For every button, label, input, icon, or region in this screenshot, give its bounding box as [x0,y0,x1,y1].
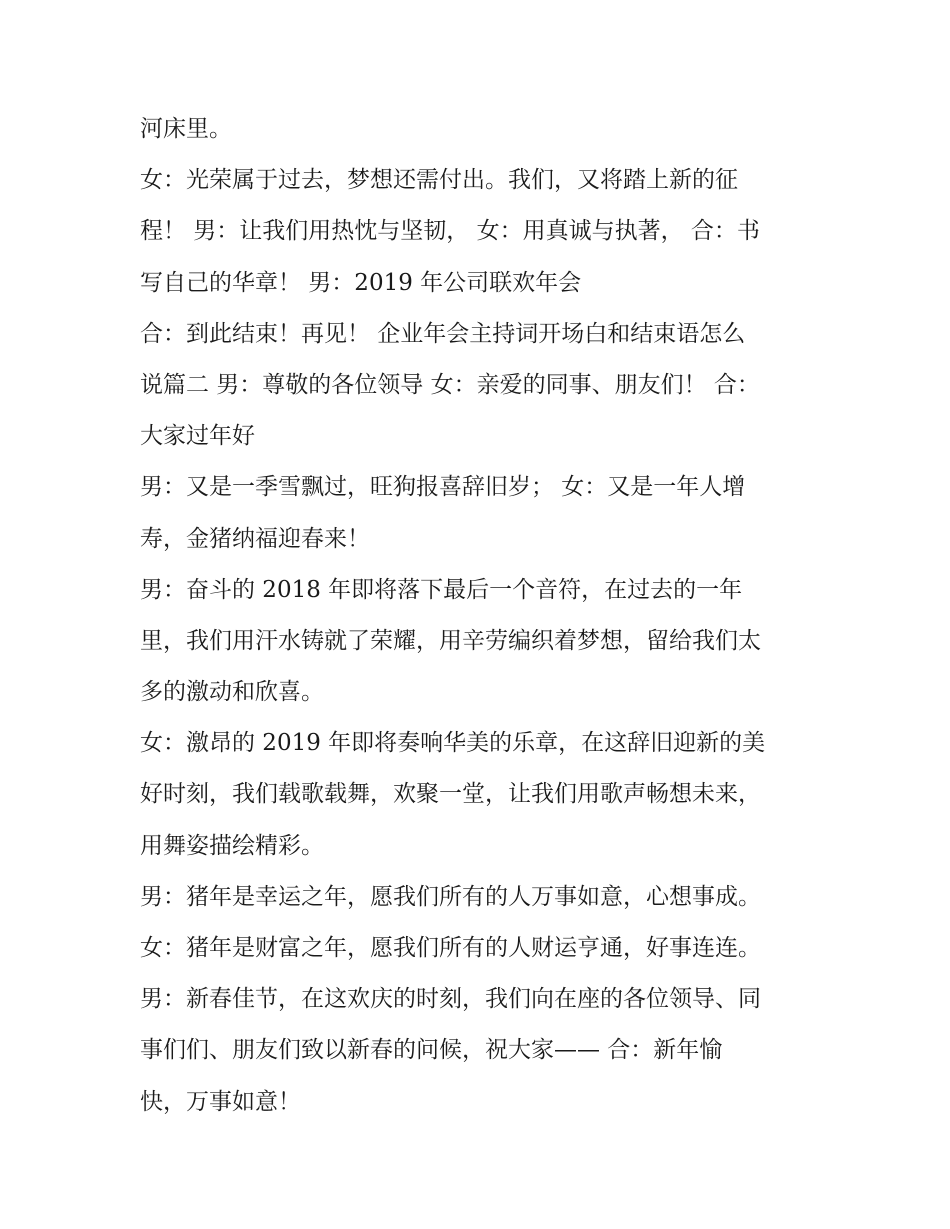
text-line: 河床里。 [140,116,232,142]
text-line: 男：新春佳节，在这欢庆的时刻，我们向在座的各位领导、同 [140,986,761,1013]
text-line: 事们们、朋友们致以新春的问候，祝大家—— 合：新年愉 [140,1037,723,1064]
text-line: 程！ 男：让我们用热忱与坚韧， 女：用真诚与执著， 合：书 [140,218,760,245]
text-line: 写自己的华章！ 男：2019 年公司联欢年会 [140,269,582,296]
text-line: 合：到此结束！再见！ 企业年会主持词开场白和结束语怎么 [140,320,746,347]
text-line: 男：猪年是幸运之年，愿我们所有的人万事如意，心想事成。 [140,883,761,910]
text-line: 说篇二 男：尊敬的各位领导 女：亲爱的同事、朋友们！ 合： [140,371,760,398]
text-line: 大家过年好 [140,423,255,450]
text-line: 女：光荣属于过去，梦想还需付出。我们，又将踏上新的征 [140,167,738,194]
text-line: 男：又是一季雪飘过，旺狗报喜辞旧岁； 女：又是一年人增 [140,474,746,501]
body-text [140,104,840,1128]
text-line: 里，我们用汗水铸就了荣耀，用辛劳编织着梦想，留给我们太 [140,627,761,654]
text-line: 快，万事如意！ [140,1088,301,1115]
text-line: 女：激昂的 2019 年即将奏响华美的乐章，在这辞旧迎新的美 [140,730,766,757]
text-line: 用舞姿描绘精彩。 [140,832,324,859]
text-line: 好时刻，我们载歌载舞，欢聚一堂，让我们用歌声畅想未来， [140,781,761,808]
text-line: 女：猪年是财富之年，愿我们所有的人财运亨通，好事连连。 [140,935,761,961]
text-line: 多的激动和欣喜。 [140,679,324,706]
text-line: 寿，金猪纳福迎春来！ [140,525,370,552]
text-line: 男：奋斗的 2018 年即将落下最后一个音符，在过去的一年 [140,576,743,603]
